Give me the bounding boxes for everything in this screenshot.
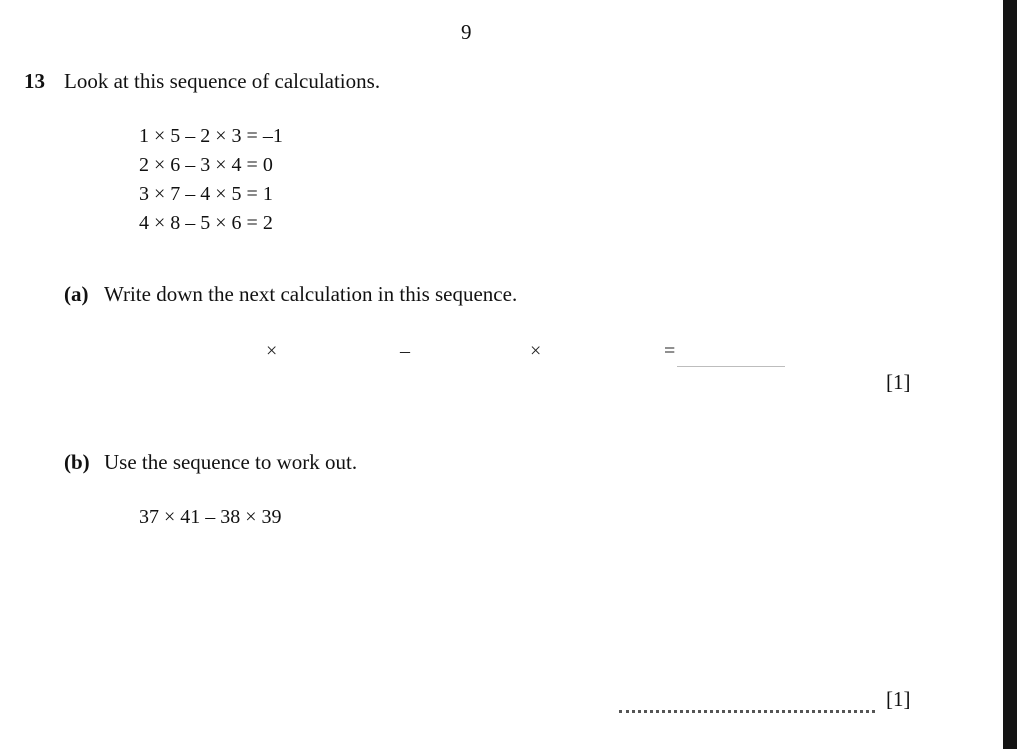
part-b-label: (b) [64,450,90,474]
answer-operator-minus: – [400,340,410,362]
answer-operator-times-2: × [530,340,542,362]
part-a-answer-line[interactable] [677,366,785,367]
sequence-line-3: 3 × 7 – 4 × 5 = 1 [139,183,273,205]
calculation-sequence [139,122,283,238]
question-intro: Look at this sequence of calculations. [64,69,381,93]
part-b-text: Use the sequence to work out. [104,450,358,474]
page-number: 9 [461,20,472,44]
sequence-line-1: 1 × 5 – 2 × 3 = –1 [139,125,283,147]
sequence-line-2: 2 × 6 – 3 × 4 = 0 [139,154,273,176]
part-b-marks: [1] [886,687,911,711]
answer-operator-equals: = [664,340,676,362]
sequence-line-4: 4 × 8 – 5 × 6 = 2 [139,212,273,234]
part-b-expression: 37 × 41 – 38 × 39 [139,506,282,528]
part-b-answer-line[interactable] [619,710,875,713]
part-a-marks: [1] [886,370,911,394]
question-number: 13 [24,69,45,93]
answer-operator-times-1: × [266,340,278,362]
part-a-text: Write down the next calculation in this sequence. [104,282,518,306]
dark-page-edge [1003,0,1017,749]
part-a-label: (a) [64,282,89,306]
